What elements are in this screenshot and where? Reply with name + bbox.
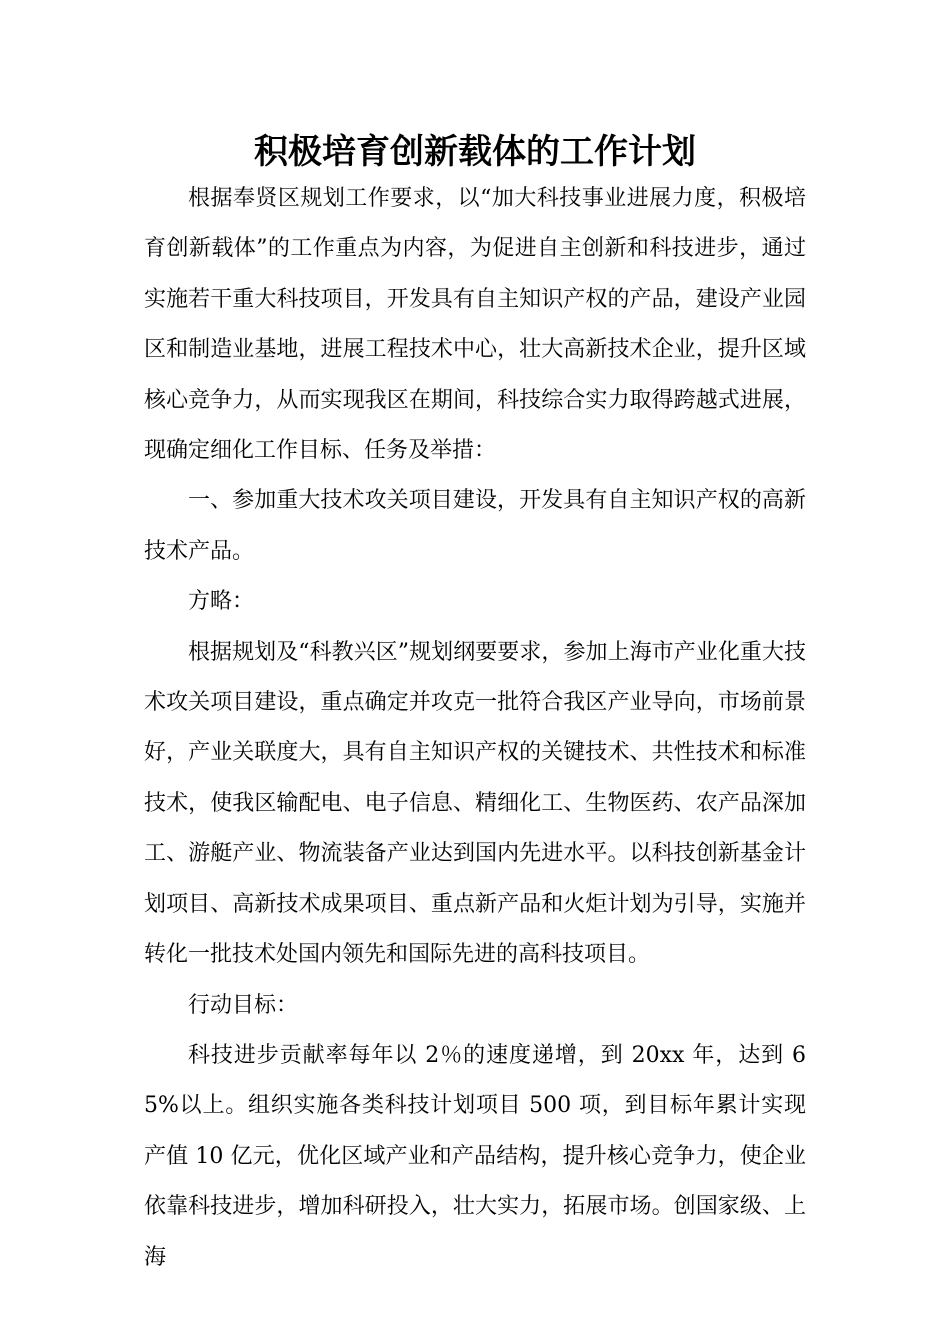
paragraph-intro: 根据奉贤区规划工作要求，以“加大科技事业进展力度，积极培育创新载体”的工作重点为内容，为促进自主创新和科技进步，通过实施若干重大科技项目，开发具有自主知识产权的产品，建设产业园区和制造业基地，进展工程技术中心，壮大高新技术企业，提升区域核心竞争力，从而实现我区在期间，科技综合实力取得跨越式进展，现确定细化工作目标、任务及举措： bbox=[144, 186, 806, 464]
document-body bbox=[144, 174, 806, 1283]
paragraph-strategy-label: 方略： bbox=[188, 589, 255, 615]
paragraph-strategy: 根据规划及“科教兴区”规划纲要要求，参加上海市产业化重大技术攻关项目建设，重点确定并攻克一批符合我区产业导向，市场前景好，产业关联度大，具有自主知识产权的关键技术、共性技术和标准技术，使我区输配电、电子信息、精细化工、生物医药、农产品深加工、游艇产业、物流装备产业达到国内先进水平。以科技创新基金计划项目、高新技术成果项目、重点新产品和火炬计划为引导，实施并转化一批技术处国内领先和国际先进的高科技项目。 bbox=[144, 639, 806, 968]
paragraph-section-heading: 一、参加重大技术攻关项目建设，开发具有自主知识产权的高新技术产品。 bbox=[144, 488, 806, 564]
paragraph-goals-label: 行动目标： bbox=[188, 992, 299, 1018]
paragraph-goals: 科技进步贡献率每年以 2％的速度递增，到 20xx 年，达到 65%以上。组织实施各类科技计划项目 500 项，到目标年累计实现产值 10 亿元，优化区域产业和产品结构，提升核心竞争力，使企业依靠科技进步，增加科研投入，壮大实力，拓展市场。创国家级、上海 bbox=[144, 1042, 806, 1270]
page-title: 积极培育创新载体的工作计划 bbox=[254, 132, 696, 172]
